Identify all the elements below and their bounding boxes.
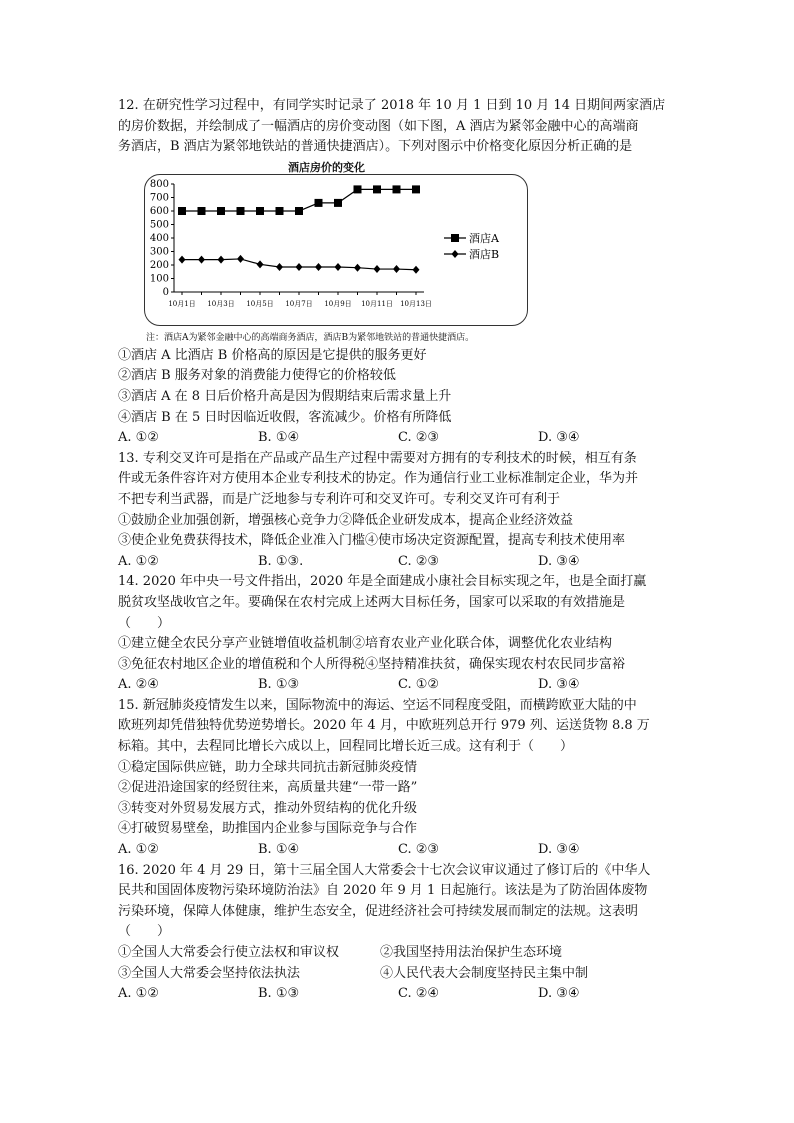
question-text-line: （ ） [118,615,171,631]
question-text-line: 标箱。其中，去程同比增长六成以上，回程同比增长近三成。这有利于（ ） [118,739,574,755]
data-point [198,207,206,215]
option-a[interactable]: A. ①② [118,986,159,1002]
option-c[interactable]: C. ②③ [398,553,440,569]
data-point [373,185,381,193]
answer-options [118,428,678,449]
data-point [393,265,400,273]
option-c[interactable]: C. ②③ [398,430,440,446]
data-point [354,185,362,193]
question-text-line: 13. 专利交叉许可是指在产品或产品生产过程中需要对方拥有的专利技术的时候，相互有条 [118,450,637,466]
data-point [218,255,225,263]
option-c[interactable]: C. ②④ [398,986,440,1002]
data-point [179,255,186,263]
data-point [296,263,303,271]
option-d[interactable]: D. ③④ [538,430,580,446]
answer-options [118,675,678,696]
choice-item: ②促进沿途国家的经贸往来，高质量共建“一带一路” [118,780,418,796]
x-tick-label: 10月9日 [324,299,352,308]
choice-item: ②酒店 B 服务对象的消费能力使得它的价格较低 [118,368,396,384]
choice-item: ①稳定国际供应链，助力全球共同抗击新冠肺炎疫情 [118,759,418,775]
option-b[interactable]: B. ①③ [258,677,300,693]
data-point [276,263,283,271]
question-text-line: 的房价数据，并绘制成了一幅酒店的房价变动图（如下图，A 酒店为紧邻金融中心的高端商 [118,118,639,134]
question-text-line: 民共和国固体废物污染环境防治法》自 2020 年 9 月 1 日起施行。该法是为了防治固体废物 [118,883,648,899]
question-text-line: 14. 2020 年中央一号文件指出，2020 年是全面建成小康社会目标实现之年，也是全面打赢 [118,574,647,590]
data-point [334,199,342,207]
question-text-line: 12. 在研究性学习过程中，有同学实时记录了 2018 年 10 月 1 日到 10 月 14 日期间两家酒店 [118,98,666,113]
exam-page [118,96,678,1005]
question-12 [118,96,678,449]
answer-options [118,552,678,573]
data-point [256,207,264,215]
data-point [393,185,401,193]
question-text-line: 脱贫攻坚战收官之年。要确保在农村完成上述两大目标任务，国家可以采取的有效措施是 [118,594,626,610]
data-point [374,265,381,273]
option-c[interactable]: C. ②③ [398,842,440,858]
question-text-line: 欧班列却凭借独特优势逆势增长。2020 年 4 月，中欧班列总开行 979 列、运送货物 8.8 万 [118,718,650,734]
y-tick-label: 700 [149,192,169,204]
question-text-line: 15. 新冠肺炎疫情发生以来，国际物流中的海运、空运不同程度受阻，而横跨欧亚大陆的中 [118,697,637,713]
y-tick-label: 200 [149,259,169,271]
data-point [315,199,323,207]
y-tick-label: 0 [162,286,169,298]
x-tick-label: 10月13日 [400,299,432,308]
data-point [412,185,420,193]
chart-note: 注：酒店A为紧邻金融中心的高端商务酒店，酒店B为紧邻地铁站的普通快捷酒店。 [146,332,475,343]
x-tick-label: 10月1日 [168,299,196,308]
legend-label: 酒店A [469,231,499,245]
option-d[interactable]: D. ③④ [538,842,580,858]
data-point [335,263,342,271]
question-15 [118,696,678,861]
option-d[interactable]: D. ③④ [538,553,580,569]
choice-item: ③酒店 A 在 8 日后价格升高是因为假期结束后需求量上升 [118,388,452,404]
question-text-line: 务酒店，B 酒店为紧邻地铁站的普通快捷酒店）。下列对图示中价格变化原因分析正确的是 [118,139,633,155]
y-tick-label: 800 [149,178,169,190]
question-text-line: （ ） [118,924,171,940]
option-d[interactable]: D. ③④ [538,986,580,1002]
choice-item: ①建立健全农民分享产业链增值收益机制②培育农业产业化联合体，调整优化农业结构 [118,636,613,652]
legend-label: 酒店B [469,247,500,261]
y-tick-label: 600 [149,205,169,217]
choice-item: ①全国人大常委会行使立法权和审议权 [118,945,340,960]
choice-item: ③使企业免费获得技术，降低企业准入门槛④使市场决定资源配置，提高专利技术使用率 [118,533,626,549]
data-point [413,266,420,274]
y-tick-label: 500 [149,219,169,231]
hotel-price-chart [118,158,678,346]
data-point [198,255,205,263]
y-tick-label: 400 [149,232,169,244]
choice-item: ③转变对外贸易发展方式，推动外贸结构的优化升级 [118,800,418,816]
data-point [178,207,186,215]
data-point [354,263,361,271]
option-b[interactable]: B. ①③ [258,986,300,1002]
choice-item: ②我国坚持用法治保护生态环境 [380,945,563,960]
data-point [217,207,225,215]
chart-svg [144,174,526,324]
x-tick-label: 10月7日 [285,299,313,308]
x-tick-label: 10月3日 [207,299,235,308]
option-b[interactable]: B. ①④ [258,430,300,446]
choice-item: ③免征农村地区企业的增值税和个人所得税④坚持精准扶贫，确保实现农村农民同步富裕 [118,656,626,672]
y-tick-label: 300 [149,246,169,258]
choice-item: ④打破贸易壁垒，助推国内企业参与国际竞争与合作 [118,821,418,837]
choice-item: ①酒店 A 比酒店 B 价格高的原因是它提供的服务更好 [118,347,427,363]
option-c[interactable]: C. ①② [398,677,440,693]
option-a[interactable]: A. ②④ [118,677,159,693]
question-16 [118,861,678,1005]
option-b[interactable]: B. ①④ [258,842,300,858]
choice-item: ④酒店 B 在 5 日时因临近收假，客流减少。价格有所降低 [118,409,452,425]
data-point [276,207,284,215]
choice-row [118,943,678,964]
option-a[interactable]: A. ①② [118,842,159,858]
question-14 [118,572,678,696]
choice-item: ③全国人大常委会坚持依法执法 [118,965,301,981]
data-point [237,207,245,215]
option-b[interactable]: B. ①③. [258,553,304,569]
data-point [237,255,244,263]
data-point [295,207,303,215]
option-a[interactable]: A. ①② [118,430,159,446]
option-d[interactable]: D. ③④ [538,677,580,693]
data-point [315,263,322,271]
data-point [257,260,264,268]
chart-title: 酒店房价的变化 [288,160,365,174]
legend-marker [452,250,459,258]
y-tick-label: 100 [149,273,169,285]
question-text-line: 污染环境，保障人体健康，维护生态安全，促进经济社会可持续发展而制定的法规。这表明 [118,903,639,919]
choice-row [118,964,678,985]
legend-marker [451,234,459,242]
question-text-line: 不把专利当武器，而是广泛地参与专利许可和交叉许可。专利交叉许可有利于 [118,491,561,507]
question-text-line: 件或无条件容许对方使用本企业专利技术的协定。作为通信行业工业标准制定企业，华为并 [118,471,639,487]
x-tick-label: 10月5日 [246,299,274,308]
x-tick-label: 10月11日 [361,299,393,308]
answer-options [118,840,678,861]
question-text-line: 16. 2020 年 4 月 29 日，第十三届全国人大常委会十七次会议审议通过了修订后的《中华人 [118,862,651,878]
answer-options [118,984,678,1005]
choice-item: ④人民代表大会制度坚持民主集中制 [380,965,589,981]
question-13 [118,449,678,573]
option-a[interactable]: A. ①② [118,553,159,569]
choice-item: ①鼓励企业加强创新，增强核心竞争力②降低企业研发成本，提高企业经济效益 [118,512,574,528]
